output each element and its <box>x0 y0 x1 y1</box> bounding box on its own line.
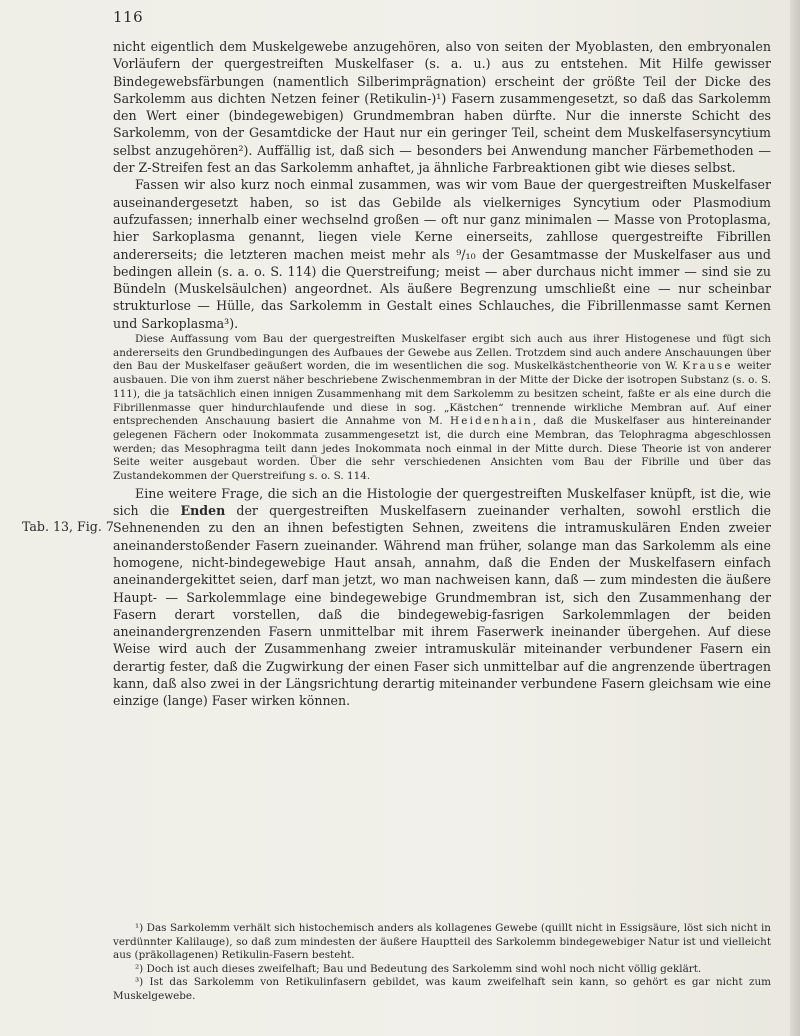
paragraph-3 <box>113 485 771 710</box>
author-krause: Krause <box>682 360 733 373</box>
footnotes <box>113 922 771 1004</box>
author-heidenhain: Heidenhain <box>450 415 533 428</box>
footnote-1: ¹) Das Sarkolemm verhält sich histochemisch anders als kollagenes Gewebe (quillt nicht in Essigsäure, löst sich nicht in verdünnter Kalilauge), so daß zum mindesten der äußere Hauptteil des Sarkolemm bindegewebiger Natur ist und vielleicht aus (präkollagenen) Retikulin-Fasern besteht. <box>113 922 771 962</box>
paragraph-2: Fassen wir also kurz noch einmal zusammen, was wir vom Baue der quergestreiften Muskelfaser auseinandergesetzt haben, so ist das Gebilde als vielkerniges Syncytium oder Plasmodium aufzufassen; innerhalb einer wechselnd großen — oft nur ganz minimalen — Masse von Protoplasma, hier Sarkoplasma genannt, liegen viele Kerne einerseits, zahllose quergestreifte Fibrillen andererseits; die letzteren machen meist mehr als ⁹/₁₀ der Gesamtmasse der Muskelfaser aus und bedingen allein (s. a. o. S. 114) die Querstreifung; meist — aber durchaus nicht immer — sind sie zu Bündeln (Muskelsäulchen) angeordnet. Als äußere Begrenzung umschließt eine — nur scheinbar strukturlose — Hülle, das Sarkolemm in Gestalt eines Schlauches, die Fibrillenmasse samt Kernen und Sarkoplasma³). <box>113 177 771 331</box>
paragraph-1: nicht eigentlich dem Muskelgewebe anzugehören, also von seiten der Myoblasten, den embryonalen Vorläufern der quergestreiften Muskelfaser (s. a. u.) aus zu entstehen. Mit Hilfe gewisser Bindegewebsfärbungen (namentlich Silberimprägnation) erscheint der größte Teil der Dicke des Sarkolemm aus dichten Netzen feiner (Retikulin-)¹) Fasern zusammengesetzt, so daß das Sarkolemm den Wert einer (bindegewebigen) Grundmembran haben dürfte. Nur die innerste Schicht des Sarkolemm, von der Gesamtdicke der Haut nur ein geringer Teil, scheint dem Muskelfasersyncytium selbst anzugehören²). Auffällig ist, daß sich — besonders bei Anwendung mancher Färbemethoden — der Z-Streifen fest an das Sarkolemm anhaftet, ja ähnliche Farbreaktionen gibt wie dieses selbst. <box>113 39 771 176</box>
term-enden: Enden <box>180 503 226 519</box>
small-print-note <box>113 333 771 484</box>
margin-note-figure-ref: Tab. 13, Fig. 7 <box>22 519 114 534</box>
small-note-part-b: weiter ausbauen. Die von ihm zuerst näher beschriebene Zwischenmembran in der Mitte der Dicke der isotropen Substanz (s. o. S. 111), die ja tatsächlich einen innigen Zusammenhang mit dem Sarkolemm zu besitzen scheint, faßte er als eine durch die Fibrillenmasse quer hindurchlaufende und diese in sog. „Kästchen“ trennende wirkliche Membran auf. Auf einer entsprechenden Anschauung basiert die Annahme von M. <box>113 360 771 428</box>
footnote-3: ³) Ist das Sarkolemm von Retikulinfasern gebildet, was kaum zweifelhaft sein kann, so gehört es gar nicht zum Muskelgewebe. <box>113 976 771 1002</box>
small-note-part-c: , daß die Muskelfaser aus hintereinander gelegenen Fächern oder Inokommata zusammengesetzt ist, die durch eine Membran, das Telophragma abgeschlossen werden; das Mesophragma teilt dann jedes Inokommata noch einmal in der Mitte durch. Diese Theorie ist von anderer Seite weiter ausgebaut worden. Über die sehr verschiedenen Ansichten vom Bau der Fibrille und über das Zustandekommen der Querstreifung s. o. S. 114. <box>113 415 772 483</box>
footnote-2: ²) Doch ist auch dieses zweifelhaft; Bau und Bedeutung des Sarkolemm sind wohl noch nicht völlig geklärt. <box>135 962 702 975</box>
small-note-part-a: Diese Auffassung vom Bau der quergestreiften Muskelfaser ergibt sich auch aus ihrer Histogenese und fügt sich andererseits den Grundbedingungen des Aufbaues der Gewebe aus Zellen. Trotzdem sind auch andere Anschauungen über den Bau der Muskelfaser geäußert worden, die im wesentlichen die sog. Muskelkästchentheorie von W. <box>113 333 771 373</box>
paragraph-3-part-b: der quergestreiften Muskelfasern zueinander verhalten, sowohl erstlich die Sehnenenden zu den an ihnen befestigten Sehnen, zweitens die intramuskulären Enden zweier aneinanderstoßender Fasern zueinander. Während man früher, solange man das Sarkolemm als eine homogene, nicht-bindegewebige Haut ansah, annahm, daß die Enden der Muskelfasern einfach aneinandergekittet seien, darf man jetzt, wo man nachweisen kann, daß — zum mindesten die äußere Haupt- — Sarkolemmlage eine bindegewebige Grundmembran ist, sich den Zusammenhang der Fasern derart vorstellen, daß die bindegewebig-fasrigen Sarkolemmlagen der beiden aneinandergrenzenden Fasern unmittelbar mit ihrem Faserwerk ineinander übergehen. Auf diese Weise wird auch der Zusammenhang zweier intramuskulär miteinander verbundener Fasern ein derartig fester, daß die Zugwirkung der einen Faser sich unmittelbar auf die angrenzende übertragen kann, daß also zwei in der Längsrichtung derartig miteinander verbundene Fasern gleichsam wie eine einzige (lange) Faser wirken können. <box>113 503 771 709</box>
main-text-column <box>113 38 771 710</box>
page-edge <box>790 0 800 1036</box>
paragraph-3-part-a: Eine weitere Frage, die sich an die Histologie der quergestreiften Muskelfaser knüpft, ist die, wie sich die <box>113 485 771 519</box>
page-number: 116 <box>113 8 144 26</box>
